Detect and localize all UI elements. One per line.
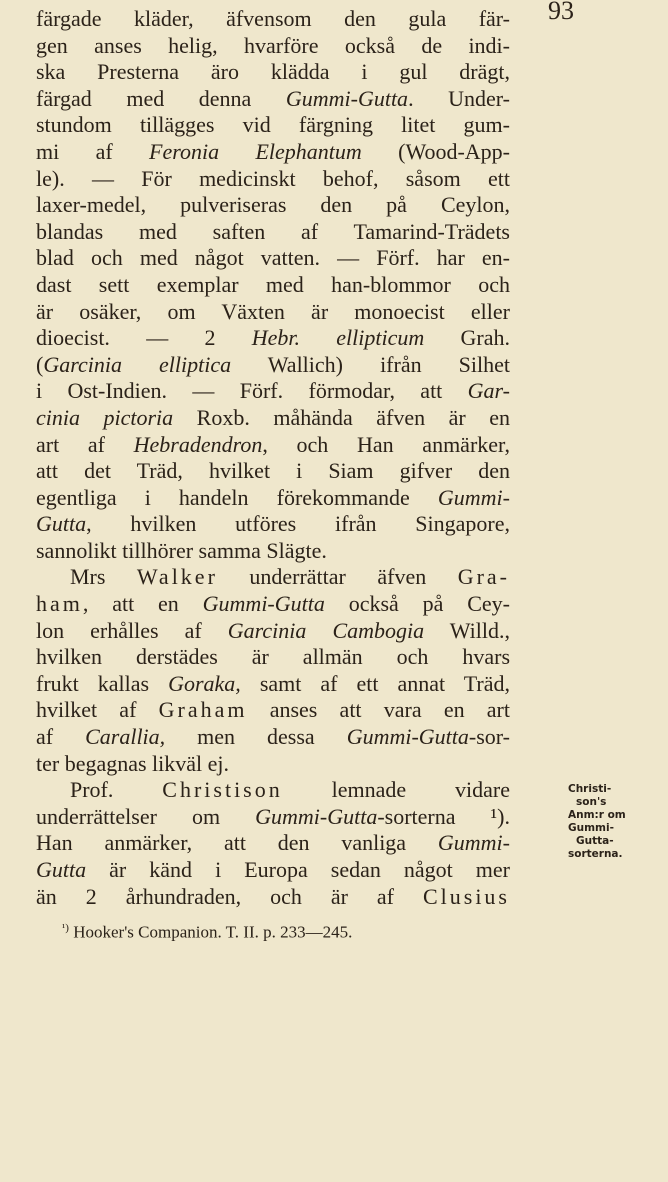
text-segment: af: [36, 724, 86, 750]
text-segment: gen anses helig, hvarföre också de indi-: [36, 32, 510, 58]
italic-text: Hebr. ellipticum: [251, 325, 425, 351]
text-line: [36, 751, 510, 778]
italic-text: Gar-: [467, 378, 510, 404]
text-line: [36, 432, 510, 459]
italic-text: Gummi-Gutta: [202, 591, 325, 617]
text-segment: än 2 århundraden, och är af: [36, 883, 423, 909]
text-line: [36, 6, 510, 33]
text-segment: ter begagnas likväl ej.: [36, 750, 230, 776]
text-line: [36, 830, 510, 857]
text-segment: dast sett exemplar med han-blommor och: [36, 271, 510, 297]
page-number: 93: [548, 0, 574, 25]
margin-note-line: Anm:r om: [568, 809, 626, 821]
text-segment: Wallich) ifrån Silhet: [231, 351, 510, 377]
text-segment: le). — För medicinskt behof, såsom ett: [36, 165, 510, 191]
text-segment: (: [36, 351, 44, 377]
text-line: [36, 564, 510, 591]
italic-text: Hebradendron: [133, 431, 263, 457]
margin-note-line: son's: [576, 796, 607, 808]
text-segment: blandas med saften af Tamarind-Trädets: [36, 218, 510, 244]
text-segment: mi af: [36, 138, 150, 164]
text-segment: Prof.: [70, 777, 163, 803]
italic-text: Gummi-Gutta: [346, 724, 469, 750]
text-segment: lemnade vidare: [282, 777, 510, 803]
text-segment: stundom tillägges vid färgning litet gum-: [36, 112, 510, 138]
text-line: [36, 591, 510, 618]
text-segment: Roxb. måhända äfven är en: [173, 404, 511, 430]
text-segment: färgade kläder, äfvensom den gula fär-: [36, 6, 510, 31]
text-segment: laxer-medel, pulveriseras den på Ceylon,: [36, 192, 510, 218]
text-segment: Han anmärker, att den vanliga: [36, 830, 438, 856]
text-segment: egentliga i handeln förekommande: [36, 484, 438, 510]
italic-text: Gummi-: [437, 830, 510, 856]
text-line: [36, 299, 510, 326]
italic-text: Gummi-Gutta: [255, 803, 378, 829]
margin-note: [568, 783, 668, 861]
text-line: [36, 378, 510, 405]
text-line: [36, 485, 510, 512]
text-line: [36, 671, 510, 698]
footnote-marker: ¹): [62, 922, 69, 934]
italic-text: Gummi-: [437, 484, 510, 510]
spaced-name: Graham: [158, 697, 248, 723]
text-line: [36, 511, 510, 538]
text-segment: i Ost-Indien. — Förf. förmodar, att: [36, 378, 468, 404]
text-line: [36, 192, 510, 219]
italic-text: Gummi-Gutta: [285, 85, 409, 111]
text-line: [36, 697, 510, 724]
text-line: [36, 884, 510, 911]
body-text: [36, 6, 510, 910]
text-segment: , hvilken utföres ifrån Singapore,: [86, 511, 510, 537]
text-line: [36, 219, 510, 246]
text-line: [36, 405, 510, 432]
italic-text: Gutta: [36, 511, 87, 537]
text-segment: Grah.: [424, 325, 510, 351]
text-segment: , och Han anmärker,: [262, 431, 510, 457]
text-segment: dioecist. — 2: [36, 325, 252, 351]
text-segment: -sor-: [468, 724, 511, 750]
text-segment: . Under-: [408, 85, 510, 111]
text-line: [36, 245, 510, 272]
text-line: [36, 86, 510, 113]
text-segment: Mrs: [70, 564, 137, 590]
text-line: [36, 777, 510, 804]
italic-text: Goraka,: [168, 670, 241, 696]
text-segment: är känd i Europa sedan något mer: [86, 857, 510, 882]
italic-text: Feronia Elephantum: [149, 138, 362, 164]
text-line: [36, 724, 510, 751]
text-line: [36, 644, 510, 671]
text-line: [36, 804, 510, 831]
margin-note-line: Gummi-: [568, 822, 614, 834]
spaced-name: Christison: [162, 777, 283, 803]
italic-text: Garcinia elliptica: [43, 351, 232, 377]
text-segment: Willd.,: [424, 617, 511, 643]
margin-note-line: Christi-: [568, 783, 612, 795]
text-segment: frukt kallas: [36, 670, 169, 696]
text-line: [36, 112, 510, 139]
text-segment: , att en: [82, 591, 203, 617]
text-segment: lon erhålles af: [36, 617, 228, 643]
italic-text: Garcinia Cambogia: [227, 617, 425, 643]
text-line: [36, 857, 510, 884]
text-line: [36, 458, 510, 485]
footnote-text: Hooker's Companion. T. II. p. 233—245.: [73, 922, 353, 942]
text-line: [36, 352, 510, 379]
text-segment: sannolikt tillhörer samma Slägte.: [36, 537, 327, 563]
italic-text: Gutta: [36, 857, 87, 882]
spaced-name: Clusius: [422, 883, 510, 909]
text-segment: att det Träd, hvilket i Siam gifver den: [36, 458, 510, 484]
text-segment: färgad med denna: [36, 85, 286, 111]
text-segment: hvilken derstädes är allmän och hvars: [36, 644, 510, 670]
text-line: [36, 59, 510, 86]
text-segment: men dessa: [165, 724, 347, 750]
text-segment: anses att vara en art: [247, 697, 510, 723]
text-segment: samt af ett annat Träd,: [240, 670, 510, 696]
italic-text: cinia pictoria: [36, 404, 174, 430]
margin-note-line: sorterna.: [568, 848, 623, 860]
spaced-name: Walker: [136, 564, 218, 590]
text-line: [36, 618, 510, 645]
spaced-name: ham: [36, 591, 83, 617]
text-line: [36, 166, 510, 193]
text-segment: underrättar äfven: [217, 564, 458, 590]
text-segment: -sorterna ¹).: [377, 803, 510, 829]
text-segment: blad och med något vatten. — Förf. har en-: [36, 245, 510, 271]
text-line: [36, 139, 510, 166]
text-segment: ska Presterna äro klädda i gul drägt,: [36, 59, 510, 85]
footnote: [62, 922, 352, 943]
text-line: [36, 33, 510, 60]
text-segment: också på Cey-: [324, 591, 510, 617]
margin-note-line: Gutta-: [576, 835, 614, 847]
text-segment: hvilket af: [36, 697, 159, 723]
text-segment: art af: [36, 431, 134, 457]
text-line: [36, 325, 510, 352]
text-line: [36, 538, 510, 565]
text-segment: (Wood-App-: [361, 138, 510, 164]
text-segment: underrättelser om: [36, 803, 256, 829]
text-line: [36, 272, 510, 299]
text-segment: är osäker, om Växten är monoecist eller: [36, 298, 510, 324]
spaced-name: Gra-: [457, 564, 510, 590]
italic-text: Carallia,: [85, 724, 166, 750]
